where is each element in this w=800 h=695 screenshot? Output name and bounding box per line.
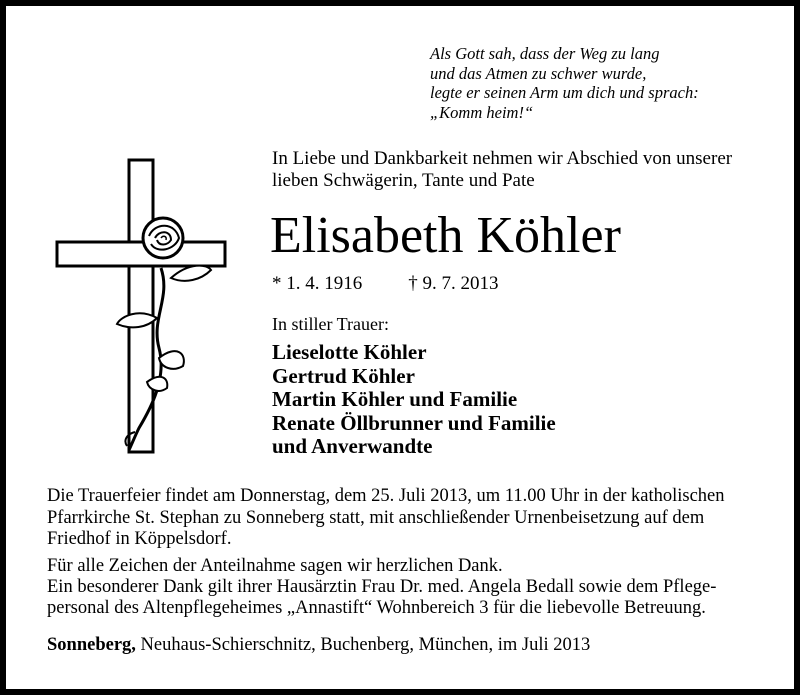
mourners-list bbox=[272, 341, 556, 459]
intro-line: In Liebe und Dankbarkeit nehmen wir Abschied von unserer bbox=[272, 148, 733, 169]
mourner-name: Renate Öllbrunner und Familie bbox=[272, 410, 556, 435]
thanks-line: Für alle Zeichen der Anteilnahme sagen wir herzlichen Dank. bbox=[47, 556, 503, 576]
closing-line bbox=[47, 634, 590, 656]
closing-place: Sonneberg, bbox=[47, 635, 136, 655]
verse-quote bbox=[430, 44, 699, 122]
mourner-name: Gertrud Köhler bbox=[272, 363, 415, 388]
closing-rest: Neuhaus-Schierschnitz, Buchenberg, München, im Juli 2013 bbox=[135, 635, 591, 655]
verse-line: legte er seinen Arm um dich und sprach: bbox=[430, 83, 699, 102]
mourning-intro: In stiller Trauer: bbox=[272, 314, 389, 334]
thanks-line: personal des Altenpflegeheimes „Annastift“ Wohnbereich 3 für die liebevolle Betreuung. bbox=[47, 598, 706, 618]
thanks-line: Ein besonderer Dank gilt ihrer Hausärztin Frau Dr. med. Angela Bedall sowie dem Pflege- bbox=[47, 577, 717, 597]
deceased-name: Elisabeth Köhler bbox=[270, 207, 621, 264]
intro-text bbox=[272, 148, 732, 192]
death-date: † 9. 7. 2013 bbox=[408, 273, 499, 294]
mourner-name: Lieselotte Köhler bbox=[272, 340, 427, 364]
mourner-name: Martin Köhler und Familie bbox=[272, 387, 518, 411]
life-dates bbox=[272, 273, 499, 295]
verse-line: „Komm heim!“ bbox=[430, 102, 534, 122]
ceremony-line: Die Trauerfeier findet am Donnerstag, dem 25. Juli 2013, um 11.00 Uhr in der katholischen bbox=[47, 486, 725, 506]
mourner-name: und Anverwandte bbox=[272, 434, 433, 458]
verse-line: Als Gott sah, dass der Weg zu lang bbox=[430, 44, 660, 63]
ceremony-line: Friedhof in Köppelsdorf. bbox=[47, 529, 232, 549]
verse-line: und das Atmen zu schwer wurde, bbox=[430, 63, 647, 83]
ceremony-line: Pfarrkirche St. Stephan zu Sonneberg statt, mit anschließender Urnenbeisetzung auf dem bbox=[47, 507, 705, 528]
thanks-paragraph bbox=[47, 556, 747, 619]
intro-line: lieben Schwägerin, Tante und Pate bbox=[272, 170, 535, 191]
ceremony-paragraph bbox=[47, 486, 747, 551]
cross-with-rose-icon bbox=[51, 158, 231, 458]
birth-date: * 1. 4. 1916 bbox=[272, 273, 363, 294]
